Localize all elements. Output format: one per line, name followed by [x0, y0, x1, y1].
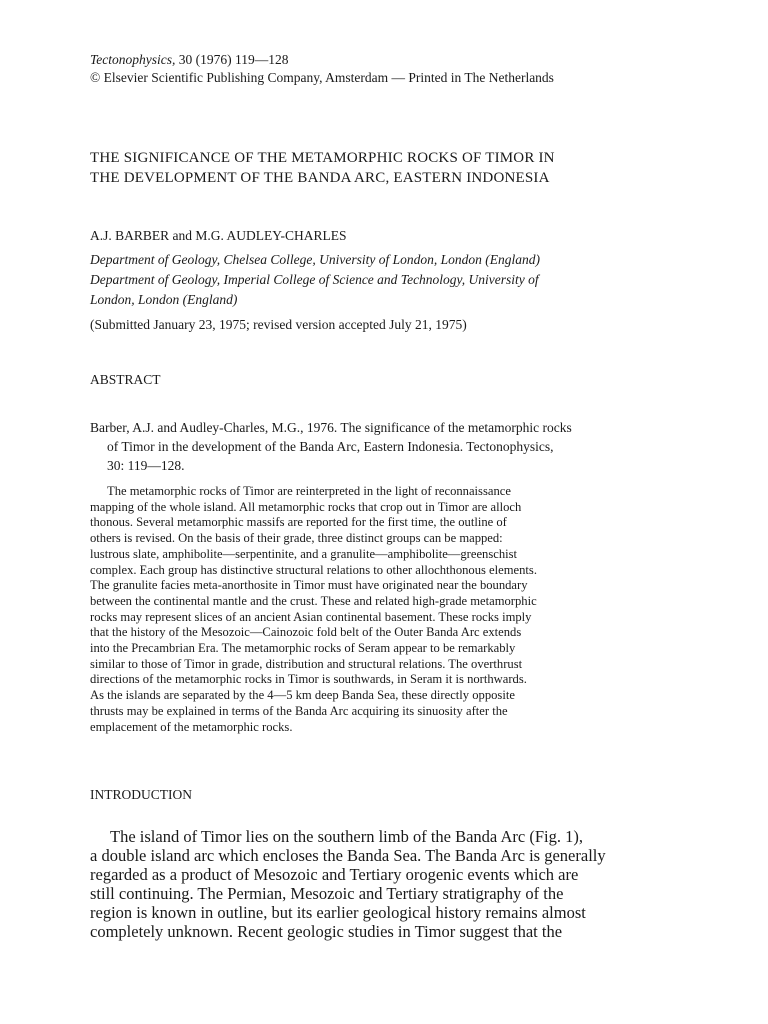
journal-citation-line: [90, 51, 289, 69]
citation-line: Barber, A.J. and Audley-Charles, M.G., 1976. The significance of the metamorphic rocks: [90, 420, 572, 435]
abstract-heading: ABSTRACT: [90, 372, 161, 387]
affiliation-line-1: Department of Geology, Chelsea College, University of London, London (England): [90, 252, 540, 267]
abstract-text: [90, 484, 690, 735]
citation-line: of Timor in the development of the Banda Arc, Eastern Indonesia. Tectonophysics,: [107, 439, 554, 454]
abstract-line: thrusts may be explained in terms of the Banda Arc acquiring its sinuosity after the: [90, 703, 508, 718]
introduction-line: The island of Timor lies on the southern limb of the Banda Arc (Fig. 1),: [110, 827, 583, 846]
introduction-line: still continuing. The Permian, Mesozoic and Tertiary stratigraphy of the: [90, 884, 564, 903]
paper-title: [90, 148, 690, 188]
abstract-line: thonous. Several metamorphic massifs are reported for the first time, the outline of: [90, 515, 507, 530]
citation-line: 30: 119—128.: [107, 458, 185, 473]
abstract-line: The granulite facies meta-anorthosite in Timor must have originated near the boundary: [90, 578, 528, 593]
abstract-line: complex. Each group has distinctive structural relations to other allochthonous elements.: [90, 562, 537, 577]
abstract-line: The metamorphic rocks of Timor are reinterpreted in the light of reconnaissance: [107, 484, 511, 498]
abstract-line: into the Precambrian Era. The metamorphic rocks of Seram appear to be remarkably: [90, 641, 516, 656]
abstract-line: mapping of the whole island. All metamorphic rocks that crop out in Timor are alloch: [90, 499, 522, 514]
abstract-line: rocks may represent slices of an ancient Asian continental basement. These rocks imply: [90, 609, 532, 624]
abstract-citation: [90, 418, 690, 475]
introduction-text: [90, 827, 700, 941]
affiliations: [90, 250, 670, 310]
abstract-line: emplacement of the metamorphic rocks.: [90, 719, 293, 734]
introduction-line: a double island arc which encloses the Banda Sea. The Banda Arc is generally: [90, 846, 606, 865]
introduction-heading: INTRODUCTION: [90, 787, 192, 802]
submission-dates: (Submitted January 23, 1975; revised version accepted July 21, 1975): [90, 317, 467, 332]
journal-name: Tectonophysics,: [90, 52, 176, 67]
copyright-notice: © Elsevier Scientific Publishing Company, Amsterdam — Printed in The Netherlands: [90, 70, 554, 85]
title-line-1: THE SIGNIFICANCE OF THE METAMORPHIC ROCKS OF TIMOR IN: [90, 150, 555, 166]
journal-volume-pages: 30 (1976) 119—128: [175, 52, 289, 67]
author-list: A.J. BARBER and M.G. AUDLEY-CHARLES: [90, 228, 347, 243]
abstract-line: between the continental mantle and the crust. These and related high-grade metamorphic: [90, 593, 537, 608]
affiliation-line-2: Department of Geology, Imperial College of Science and Technology, University of: [90, 272, 539, 287]
abstract-line: others is revised. On the basis of their grade, three distinct groups can be mapped:: [90, 531, 503, 546]
introduction-line: region is known in outline, but its earlier geological history remains almost: [90, 903, 586, 922]
introduction-line: completely unknown. Recent geologic studies in Timor suggest that the: [90, 922, 563, 941]
abstract-line: lustrous slate, amphibolite—serpentinite, and a granulite—amphibolite—greenschist: [90, 546, 518, 561]
abstract-line: directions of the metamorphic rocks in Timor is southwards, in Seram it is northwards.: [90, 672, 527, 687]
title-line-2: THE DEVELOPMENT OF THE BANDA ARC, EASTERN INDONESIA: [90, 170, 550, 186]
affiliation-line-3: London, London (England): [90, 292, 238, 307]
abstract-line: similar to those of Timor in grade, distribution and structural relations. The overthrust: [90, 656, 523, 671]
introduction-line: regarded as a product of Mesozoic and Tertiary orogenic events which are: [90, 865, 579, 884]
abstract-line: that the history of the Mesozoic—Cainozoic fold belt of the Outer Banda Arc extends: [90, 625, 522, 640]
abstract-line: As the islands are separated by the 4—5 km deep Banda Sea, these directly opposite: [90, 688, 515, 703]
